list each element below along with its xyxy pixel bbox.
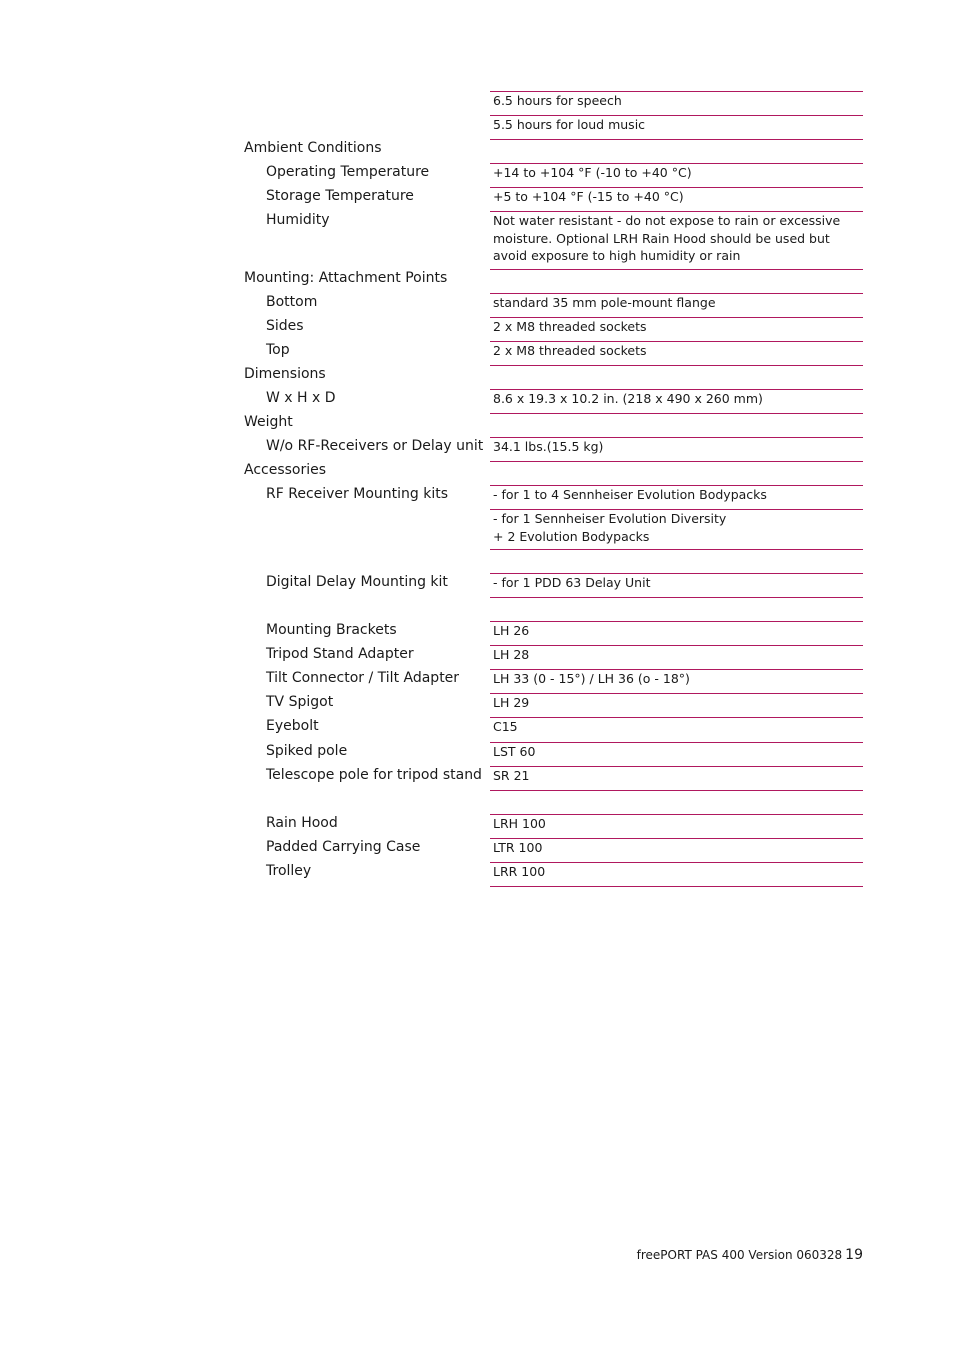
row-divider xyxy=(490,886,863,887)
page-number: 19 xyxy=(845,1247,863,1263)
spec-label: Trolley xyxy=(266,863,312,879)
spec-value: 6.5 hours for speech xyxy=(493,93,622,108)
spec-value: Not water resistant - do not expose to rain or excessive moisture. Optional LRH Rain Hood should be used but avoid exposure to high humidity or rain xyxy=(493,213,841,263)
spec-label: Tilt Connector / Tilt Adapter xyxy=(266,670,460,686)
spec-value: - for 1 to 4 Sennheiser Evolution Bodypacks xyxy=(493,487,767,502)
spec-value: LST 60 xyxy=(493,744,536,759)
spec-label: W/o RF-Receivers or Delay unit xyxy=(266,438,484,454)
spec-value: 2 x M8 threaded sockets xyxy=(493,343,647,358)
row-divider xyxy=(490,461,863,462)
spec-value: +14 to +104 °F (-10 to +40 °C) xyxy=(493,165,692,180)
spec-value: LH 33 (0 - 15°) / LH 36 (o - 18°) xyxy=(493,671,690,686)
spec-label: W x H x D xyxy=(266,390,336,406)
spec-value: 5.5 hours for loud music xyxy=(493,117,646,132)
spec-label: Mounting: Attachment Points xyxy=(244,270,448,286)
spec-label: Rain Hood xyxy=(266,815,338,831)
spec-label: TV Spigot xyxy=(266,694,334,710)
spec-value: LRH 100 xyxy=(493,816,546,831)
spec-label: Accessories xyxy=(244,462,327,478)
spec-label: Spiked pole xyxy=(266,743,348,759)
spec-label: Sides xyxy=(266,318,304,334)
spec-label: Operating Temperature xyxy=(266,164,430,180)
spec-value: 34.1 lbs.(15.5 kg) xyxy=(493,439,604,454)
row-divider xyxy=(490,139,863,140)
spec-value: LTR 100 xyxy=(493,840,543,855)
spec-label: Mounting Brackets xyxy=(266,622,397,638)
spec-label: Eyebolt xyxy=(266,718,319,734)
spec-label: Telescope pole for tripod stand xyxy=(266,767,482,783)
spec-value: LH 28 xyxy=(493,647,530,662)
row-divider xyxy=(490,365,863,366)
spec-label: Storage Temperature xyxy=(266,188,414,204)
spec-value: SR 21 xyxy=(493,768,530,783)
row-divider xyxy=(490,269,863,270)
spec-value: C15 xyxy=(493,719,518,734)
spec-value: 2 x M8 threaded sockets xyxy=(493,319,647,334)
spec-value: LRR 100 xyxy=(493,864,546,879)
spec-label: Ambient Conditions xyxy=(244,140,382,156)
spec-value: - for 1 PDD 63 Delay Unit xyxy=(493,575,651,590)
spec-value: 8.6 x 19.3 x 10.2 in. (218 x 490 x 260 mm) xyxy=(493,391,763,406)
spec-value: standard 35 mm pole-mount flange xyxy=(493,295,716,310)
spec-label: Bottom xyxy=(266,294,318,310)
spec-label: Humidity xyxy=(266,212,330,228)
spec-label: Weight xyxy=(244,414,293,430)
spec-value: - for 1 Sennheiser Evolution Diversity + 2 Evolution Bodypacks xyxy=(493,511,727,544)
row-divider xyxy=(490,597,863,598)
footer-doc-title: freePORT PAS 400 Version 060328 xyxy=(636,1248,843,1262)
spec-label: Padded Carrying Case xyxy=(266,839,421,855)
spec-value: LH 29 xyxy=(493,695,530,710)
spec-label: Digital Delay Mounting kit xyxy=(266,574,448,590)
spec-value: LH 26 xyxy=(493,623,530,638)
spec-label: RF Receiver Mounting kits xyxy=(266,486,449,502)
row-divider xyxy=(490,790,863,791)
spec-label: Tripod Stand Adapter xyxy=(266,646,414,662)
spec-label: Top xyxy=(266,342,290,358)
spec-label: Dimensions xyxy=(244,366,326,382)
spec-value: +5 to +104 °F (-15 to +40 °C) xyxy=(493,189,684,204)
row-divider xyxy=(490,413,863,414)
page-footer xyxy=(637,1246,863,1264)
row-divider xyxy=(490,549,863,550)
